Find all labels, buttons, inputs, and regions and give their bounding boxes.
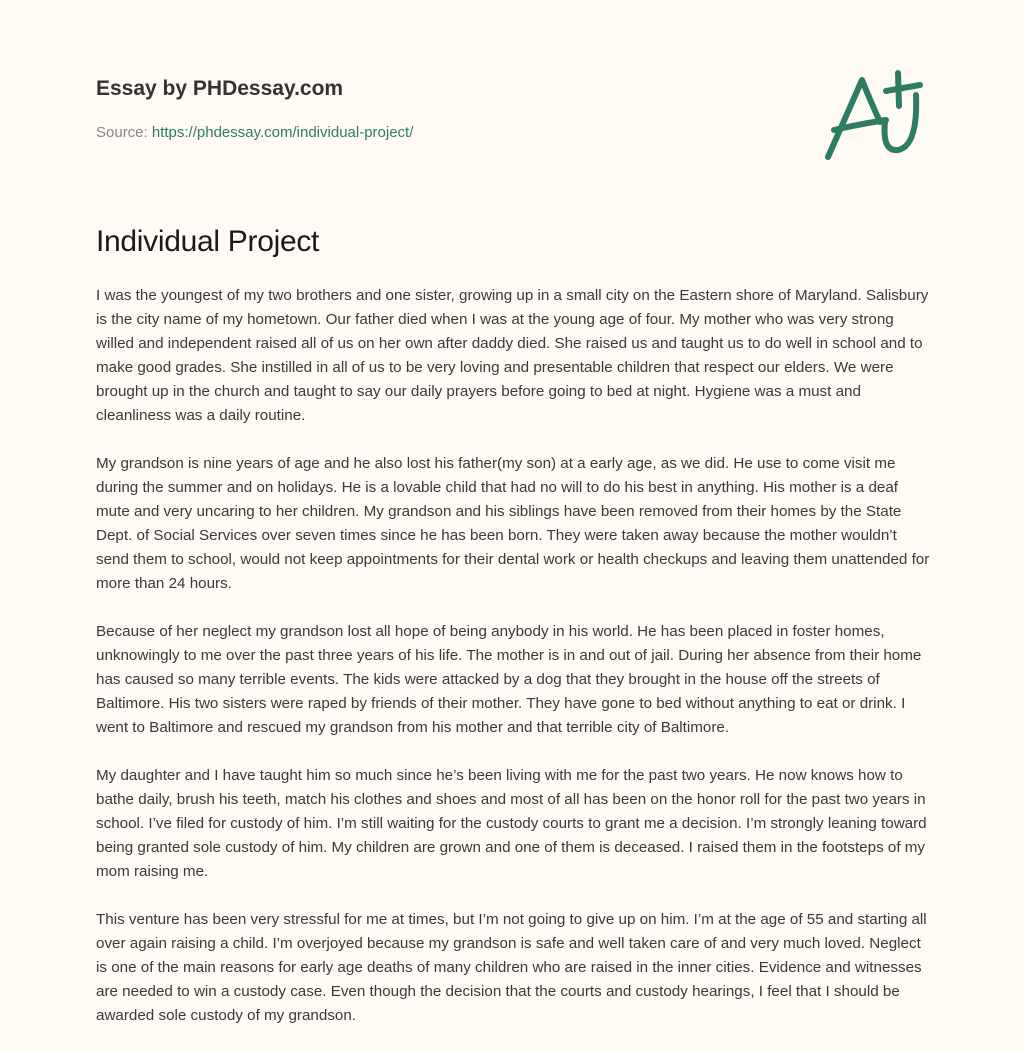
a-plus-logo-icon [810, 60, 940, 170]
source-label: Source: [96, 124, 148, 141]
essay-paragraph: Because of her neglect my grandson lost all hope of being anybody in his world. He has been placed in foster homes, unknowingly to me over the past three years of his life. The mother is in and out of jail. During her absence from their home has caused so many terrible events. The kids were attacked by a dog that they brought in the house off the streets of Baltimore. His two sisters were raped by friends of their mother. They have gone to bed without anything to eat or drink. I went to Baltimore and rescued my grandson from his mother and that terrible city of Baltimore. [96, 623, 922, 736]
site-brand: Essay by PHDessay.com [96, 77, 344, 100]
source-line [96, 124, 413, 141]
essay-paragraph: My daughter and I have taught him so much since he’s been living with me for the past two years. He now knows how to bathe daily, brush his teeth, match his clothes and shoes and most of all has been on the honor roll for the past two years in school. I’ve filed for custody of him. I’m still waiting for the custody courts to grant me a decision. I’m strongly leaning toward being granted sole custody of him. My children are grown and one of them is deceased. I raised them in the footsteps of my mom raising me. [96, 767, 927, 880]
essay-title: Individual Project [96, 225, 320, 258]
essay-paragraph: I was the youngest of my two brothers and one sister, growing up in a small city on the Eastern shore of Maryland. Salisbury is the city name of my hometown. Our father died when I was at the young age of four. My mother who was very strong willed and independent raised all of us on her own after daddy died. She raised us and taught us to do well in school and to make good grades. She instilled in all of us to be very loving and presentable children that respect our elders. We were brought up in the church and taught to say our daily prayers before going to bed at night. Hygiene was a must and cleanliness was a daily routine. [96, 287, 929, 424]
essay-body [96, 284, 932, 1052]
source-link[interactable]: https://phdessay.com/individual-project/ [151, 124, 414, 141]
essay-paragraph: My grandson is nine years of age and he also lost his father(my son) at a early age, as we did. He use to come visit me during the summer and on holidays. He is a lovable child that had no will to do his best in anything. His mother is a deaf mute and very uncaring to her children. My grandson and his siblings have been removed from their homes by the State Dept. of Social Services over seven times since he has been born. They were taken away because the mother wouldn’t send them to school, would not keep appointments for their dental work or health checkups and leaving them unattended for more than 24 hours. [96, 455, 930, 592]
essay-paragraph: This venture has been very stressful for me at times, but I’m not going to give up on him. I’m at the age of 55 and starting all over again raising a child. I’m overjoyed because my grandson is safe and well taken care of and very much loved. Neglect is one of the main reasons for early age deaths of many children who are raised in the inner cities. Evidence and witnesses are needed to win a custody case. Even though the decision that the courts and custody hearings, I feel that I should be awarded sole custody of my grandson. [96, 911, 927, 1024]
